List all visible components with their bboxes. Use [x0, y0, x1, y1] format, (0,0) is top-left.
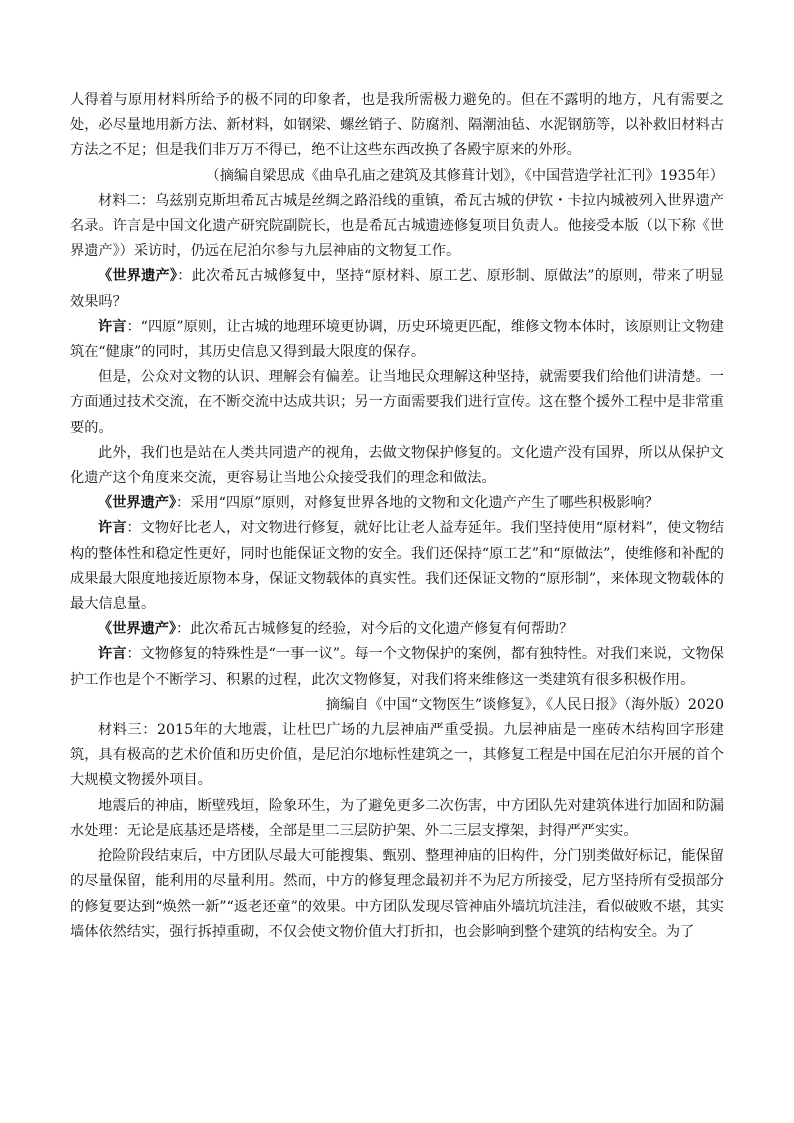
- speaker-label: 《世界遗产》: [98, 621, 177, 638]
- answer-1-continued: 但是，公众对文物的认识、理解会有偏差。让当地民众理解这种坚持，就需要我们给他们讲清楚。一方面通过技术交流，在不断交流中达成共识；另一方面需要我们进行宣传。这在整个援外工程中是非常重要的。: [70, 369, 724, 436]
- question-2: [70, 491, 724, 516]
- answer-text: ：文物修复的特殊性是“一事一议”。每一个文物保护的案例，都有独特性。对我们来说，文物保护工作也是个不断学习、积累的过程，此次文物修复，对我们将来维修这一类建筑有很多积极作用。: [70, 646, 724, 688]
- question-text: ：采用“四原”原则，对修复世界各地的文物和文化遗产产生了哪些积极影响？: [176, 495, 659, 512]
- question-1: [70, 264, 724, 314]
- answer-2: [70, 516, 724, 617]
- answer-text: ：“四原”原则，让古城的地理环境更协调，历史环境更匹配，维修文物本体时，该原则让文物建筑在“健康”的同时，其历史信息又得到最大限度的保存。: [70, 318, 724, 361]
- speaker-label: 《世界遗产》: [98, 495, 177, 512]
- question-text: ：此次希瓦古城修复中，坚持“原材料、原工艺、原形制、原做法”的原则，带来了明显效果吗？: [70, 268, 724, 310]
- answer-text: ：文物好比老人，对文物进行修复，就好比让老人益寿延年。我们坚持使用“原材料”，使文物结构的整体性和稳定性更好，同时也能保证文物的安全。我们还保持“原工艺”和“原做法”，使维修和补配的成果最大限度地接近原物本身，保证文物载体的真实性。我们还保证文物的“原形制”，来体现文物载体的最大信息量。: [70, 520, 724, 613]
- document-page: [70, 88, 724, 945]
- material-three-intro: 材料三：2015年的大地震，让杜巴广场的九层神庙严重受损。九层神庙是一座砖木结构回字形建筑，具有极高的艺术价值和历史价值，是尼泊尔地标性建筑之一，其修复工程是中国在尼泊尔开展的首个大规模文物援外项目。: [70, 722, 724, 789]
- material-two-intro: 材料二：乌兹别克斯坦希瓦古城是丝绸之路沿线的重镇，希瓦古城的伊钦・卡拉内城被列入世界遗产名录。许言是中国文化遗产研究院副院长，也是希瓦古城遗迹修复项目负责人。他接受本版（以下称《世界遗产》）采访时，仍远在尼泊尔参与九层神庙的文物复工作。: [70, 192, 724, 260]
- answer-1: [70, 315, 724, 365]
- speaker-label: 许言: [98, 318, 127, 335]
- speaker-label: 许言: [98, 646, 127, 663]
- speaker-label: 《世界遗产》: [98, 268, 178, 285]
- answer-1-continued-2: 此外，我们也是站在人类共同遗产的视角，去做文物保护修复的。文化遗产没有国界，所以从保护文化遗产这个角度来交流，更容易让当地公众接受我们的理念和做法。: [70, 444, 724, 487]
- source-citation-1: （摘编自梁思成《曲阜孔庙之建筑及其修葺计划》，《中国营造学社汇刊》1935年）: [205, 167, 724, 184]
- answer-3: [70, 642, 724, 692]
- material-three-paragraph-3: 抢险阶段结束后，中方团队尽最大可能搜集、甄别、整理神庙的旧构件，分门别类做好标记，能保留的尽量保留，能利用的尽量利用。然而，中方的修复理念最初并不为尼方所接受，尼方坚持所有受损部分的修复要达到“焕然一新”“返老还童”的效果。中方团队发现尽管神庙外墙坑坑洼洼，看似破败不堪，其实墙体依然结实，强行拆掉重砌，不仅会使文物价值大打折扣，也会影响到整个建筑的结构安全。为了: [70, 848, 724, 940]
- question-text: ：此次希瓦古城修复的经验，对今后的文化遗产修复有何帮助？: [176, 621, 574, 638]
- source-citation-2: 摘编自《中国“文物医生”谈修复》，《人民日报》（海外版）2020: [325, 696, 724, 713]
- speaker-label: 许言: [98, 520, 127, 537]
- paragraph-continuation: 人得着与原用材料所给予的极不同的印象者，也是我所需极力避免的。但在不露明的地方，凡有需要之处，必尽量地用新方法、新材料，如钢梁、螺丝销子、防腐剂、隔潮油毡、水泥钢筋等，以补救旧材料古方法之不足；但是我们非万万不得已，绝不让这些东西改换了各殿宇原来的外形。: [70, 92, 724, 159]
- question-3: [70, 617, 724, 642]
- material-three-paragraph-2: 地震后的神庙，断壁残垣，险象环生，为了避免更多二次伤害，中方团队先对建筑体进行加固和防漏水处理：无论是底基还是塔楼，全部是里二三层防护架、外二三层支撑架，封得严严实实。: [70, 797, 724, 839]
